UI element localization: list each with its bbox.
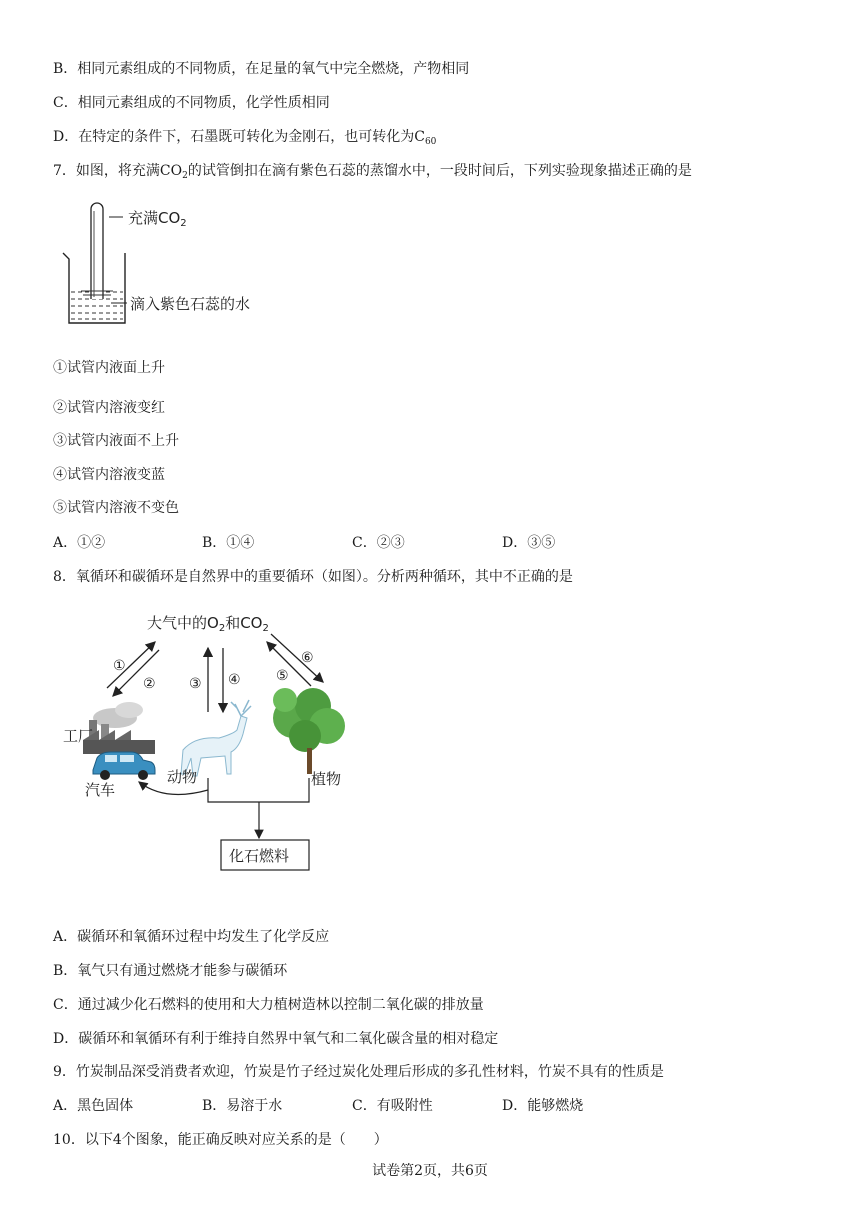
q7-statement-3: ③试管内液面不上升 [53,433,179,449]
q7-stem-subscript: 2 [182,171,188,181]
fossil-fuel-label: 化石燃料 [229,847,290,865]
tree-icon [273,688,345,774]
q7-option-a: A．①② [53,535,106,551]
q9-option-b: B．易溶于水 [202,1098,283,1114]
label-co2: 充满$CO_2$ [128,209,187,229]
carbon-oxygen-cycle-diagram [55,602,365,878]
label-litmus-water: 滴入紫色石蕊的水 [130,295,251,313]
q10-stem: 10．以下4个图象，能正确反映对应关系的是（ ） [53,1132,388,1148]
q7-option-d: D．③⑤ [502,535,556,551]
q7-stem [53,161,692,186]
q7-stem-b: 的试管倒扣在滴有紫色石蕊的蒸馏水中，一段时间后，下列实验现象描述正确的是 [187,163,692,179]
q6-option-d [53,127,436,152]
q7-apparatus-diagram [55,195,295,335]
q7-statement-4: ④试管内溶液变蓝 [53,467,165,483]
plant-label: 植物 [311,770,342,788]
label-num-4: ④ [228,672,241,688]
atmosphere-label: 大气中的$O_2$和$CO_2$ [147,614,269,634]
q9-option-d: D．能够燃烧 [502,1098,584,1114]
q7-option-b: B．①④ [202,535,255,551]
deer-icon [181,700,251,776]
q8-figure [55,602,365,878]
q8-stem: 8．氧循环和碳循环是自然界中的重要循环（如图）。分析两种循环，其中不正确的是 [53,569,573,585]
label-num-6: ⑥ [301,650,314,666]
label-num-3: ③ [189,676,202,692]
car-label: 汽车 [85,781,116,799]
factory-icon [83,702,155,754]
connector-bracket [208,778,309,802]
test-tube [91,203,103,299]
q6-option-d-formula: C [414,129,425,145]
q7-option-c: C．②③ [352,535,405,551]
q8-option-a: A．碳循环和氧循环过程中均发生了化学反应 [53,929,330,945]
q9-option-c: C．有吸附性 [352,1098,433,1114]
q6-option-b: B．相同元素组成的不同物质，在足量的氧气中完全燃烧，产物相同 [53,61,470,77]
page-footer: 试卷第2页，共6页 [372,1163,488,1179]
label-num-2: ② [143,676,156,692]
q6-option-d-subscript: 60 [424,137,437,147]
q7-statement-5: ⑤试管内溶液不变色 [53,500,179,516]
q9-options [53,1096,813,1116]
q6-option-d-text: D．在特定的条件下，石墨既可转化为金刚石，也可转化为 [53,129,415,145]
q7-stem-formula: CO [159,163,183,179]
q7-stem-a: 7．如图，将充满 [53,163,160,179]
q7-statement-2: ②试管内溶液变红 [53,400,165,416]
q8-option-c: C．通过减少化石燃料的使用和大力植树造林以控制二氧化碳的排放量 [53,997,484,1013]
animal-label: 动物 [167,768,198,786]
q7-options [53,533,813,553]
car-icon [93,752,155,780]
q7-figure [55,195,295,335]
label-num-1: ① [113,658,126,674]
q9-option-a: A．黑色固体 [53,1098,134,1114]
factory-label: 工厂 [63,727,94,745]
q8-option-d: D．碳循环和氧循环有利于维持自然界中氧气和二氧化碳含量的相对稳定 [53,1031,499,1047]
q6-option-c: C．相同元素组成的不同物质，化学性质相同 [53,95,330,111]
q8-option-b: B．氧气只有通过燃烧才能参与碳循环 [53,963,288,979]
q7-statement-1: ①试管内液面上升 [53,360,165,376]
q9-stem: 9．竹炭制品深受消费者欢迎，竹炭是竹子经过炭化处理后形成的多孔性材料，竹炭不具有的性质是 [53,1064,664,1080]
label-num-5: ⑤ [276,668,289,684]
